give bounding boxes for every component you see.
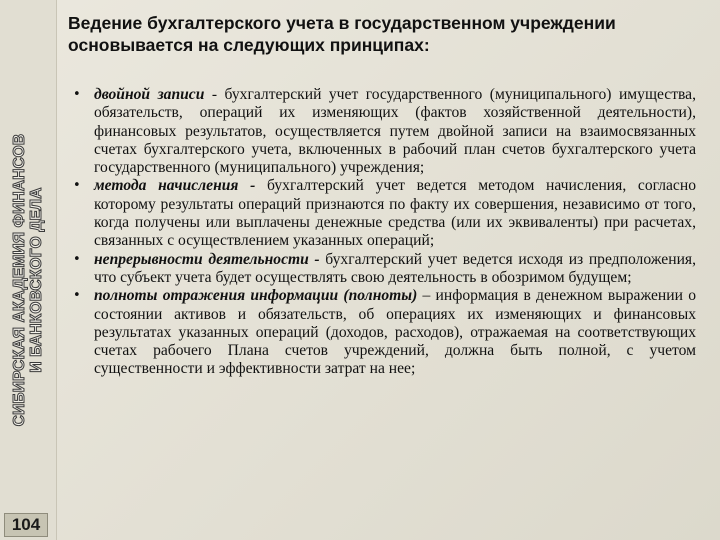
principle-description: – информация в денежном выражении о состоянии активов и обязательств, об операциях их изменяющих и финансовых результатах указанных операций (доходов, расходов), отражаемая на соответствующих счетах рабочего Плана счетов учреждений, должна быть полной, с учетом существенности и эффективности затрат на нее;	[94, 287, 696, 378]
list-item	[70, 177, 696, 250]
academy-name-line1: СИБИРСКАЯ АКАДЕМИЯ ФИНАНСОВ	[11, 133, 28, 427]
slide-title	[68, 12, 708, 56]
principle-description: бухгалтерский учет ведется методом начисления, согласно которому результаты операций признаются по факту их совершения, независимо от того, когда получены или выплачены денежные средства (или их эквиваленты) при расчетах, связанных с осуществлением указанных операций;	[94, 177, 696, 250]
list-item	[70, 251, 696, 288]
sidebar	[0, 0, 57, 540]
principle-description: бухгалтерский учет ведется исходя из предположения, что субъект учета будет осуществлять свою деятельность в обозримом будущем;	[94, 250, 696, 286]
bullet-icon: •	[73, 288, 81, 304]
list-item	[70, 287, 696, 378]
principle-term: непрерывности деятельности -	[94, 250, 320, 268]
bullet-icon: •	[73, 178, 81, 194]
academy-name-line2: И БАНКОВСКОГО ДЕЛА	[28, 187, 45, 373]
academy-name	[11, 90, 45, 470]
slide-title-line1: Ведение бухгалтерского учета в государственном учреждении	[68, 13, 616, 33]
principles-list	[70, 86, 696, 379]
principle-description: - бухгалтерский учет государственного (муниципального) имущества, обязательств, операций их изменяющих (фактов хозяйственной деятельности), финансовых результатов, осуществляется путем двойной записи на взаимосвязанных счетах бухгалтерского учета, включенных в рабочий план счетов бухгалтерского учета государственного (муниципального) учреждения;	[94, 86, 696, 177]
bullet-icon: •	[73, 251, 81, 267]
slide-title-line2: основывается на следующих принципах:	[68, 35, 430, 55]
principle-term: двойной записи	[94, 86, 205, 103]
sidebar-logo-text-container	[0, 90, 56, 470]
page-number: 104	[4, 513, 48, 537]
principles-content	[70, 86, 696, 379]
bullet-icon: •	[73, 87, 81, 102]
principle-term: полноты отражения информации (полноты)	[94, 287, 418, 305]
principle-term: метода начисления -	[94, 177, 256, 195]
list-item	[70, 86, 696, 177]
